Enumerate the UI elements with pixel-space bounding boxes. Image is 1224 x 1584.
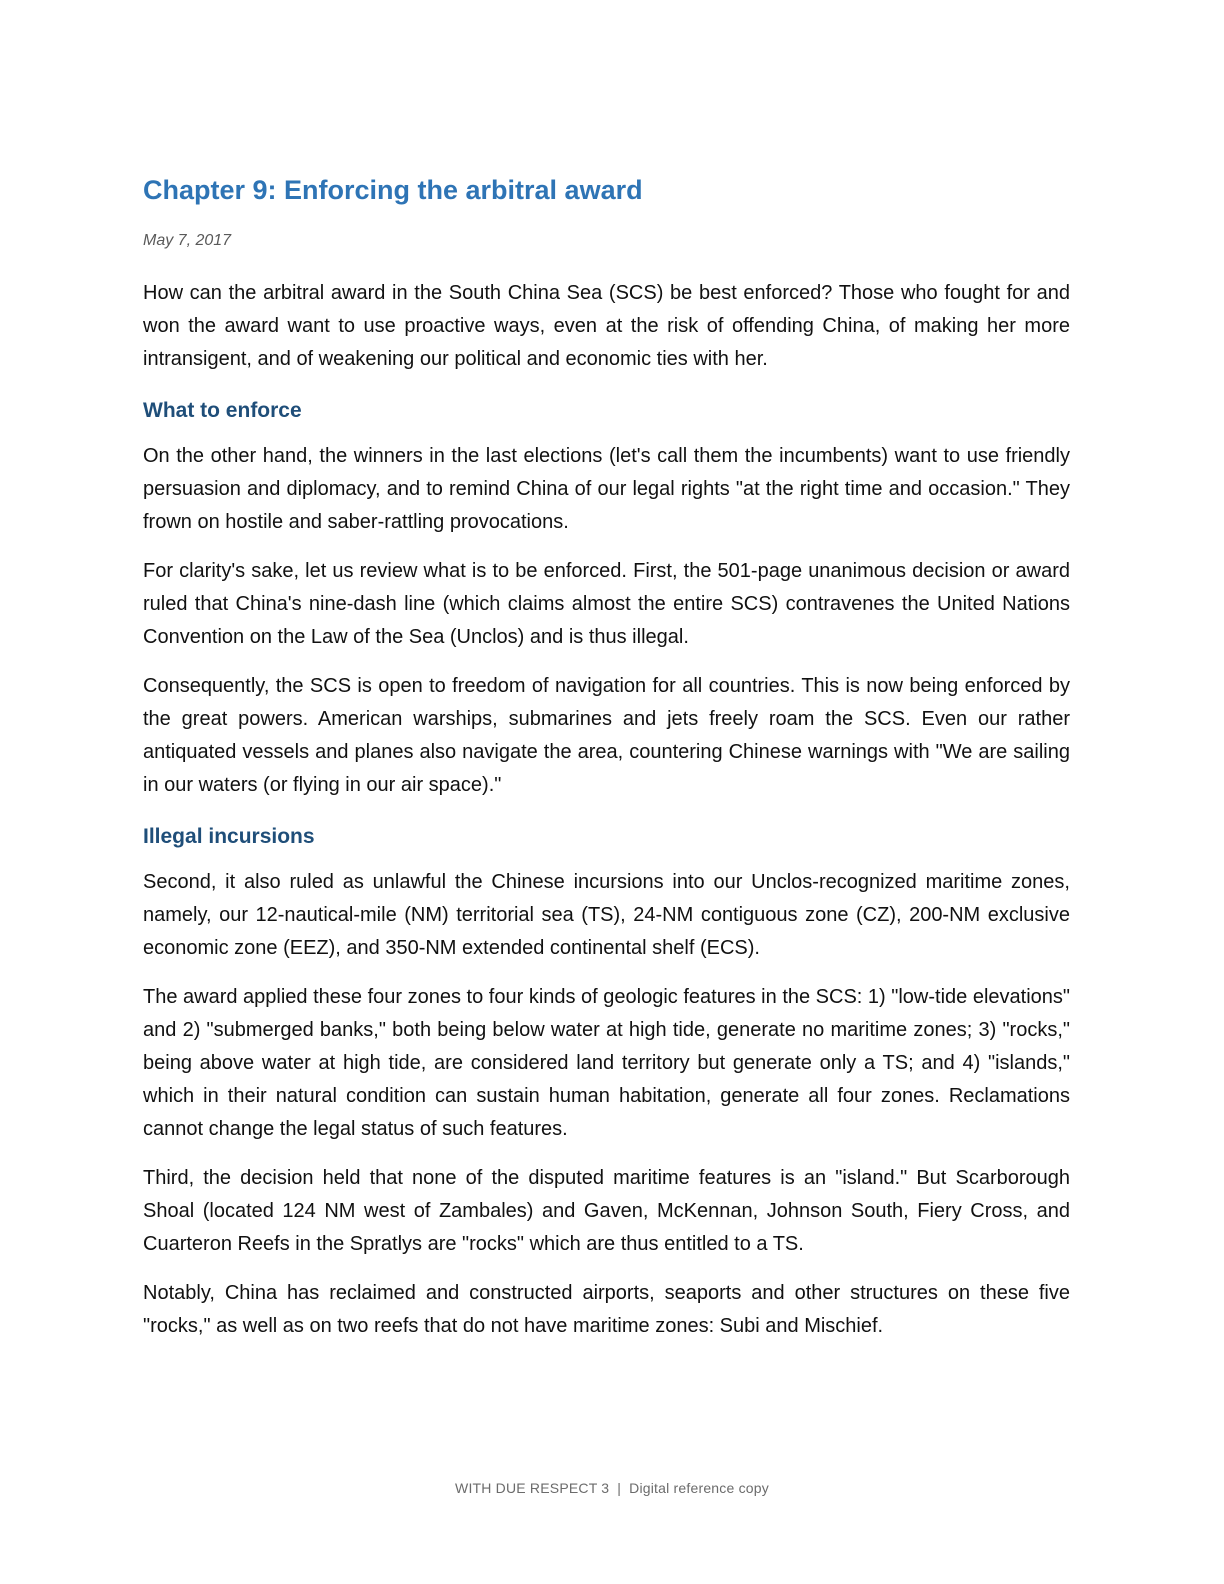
footer-note: Digital reference copy (629, 1480, 769, 1496)
publication-date: May 7, 2017 (143, 232, 232, 249)
body-paragraph: Notably, China has reclaimed and constructed airports, seaports and other structures on these five "rocks," as well as on two reefs that do not have maritime zones: Subi and Mischief. (143, 1282, 1070, 1337)
body-paragraph: On the other hand, the winners in the last elections (let's call them the incumbents) want to use friendly persuasion and diplomacy, and to remind China of our legal rights "at the right time and occasion." They frown on hostile and saber-rattling provocations. (143, 445, 1070, 533)
footer-book-title: WITH DUE RESPECT 3 (455, 1480, 610, 1496)
body-paragraph: Consequently, the SCS is open to freedom of navigation for all countries. This is now being enforced by the great powers. American warships, submarines and jets freely roam the SCS. Even our rather antiquated vessels and planes also navigate the area, countering Chinese warnings with "We are sailing in our waters (or flying in our air space)." (143, 675, 1070, 796)
body-paragraph: Second, it also ruled as unlawful the Chinese incursions into our Unclos-recognized maritime zones, namely, our 12-nautical-mile (NM) territorial sea (TS), 24-NM contiguous zone (CZ), 200-NM exclusive economic zone (EEZ), and 350-NM extended continental shelf (ECS). (143, 871, 1070, 959)
section-heading-illegal-incursions: Illegal incursions (143, 825, 315, 848)
intro-paragraph: How can the arbitral award in the South China Sea (SCS) be best enforced? Those who fought for and won the award want to use proactive ways, even at the risk of offending China, of making her more intransigent, and of weakening our political and economic ties with her. (143, 282, 1070, 370)
footer-separator: | (617, 1480, 622, 1496)
chapter-title: Chapter 9: Enforcing the arbitral award (143, 175, 643, 205)
body-paragraph: The award applied these four zones to four kinds of geologic features in the SCS: 1) "low-tide elevations" and 2) "submerged banks," both being below water at high tide, generate no maritime zones; 3) "rocks," being above water at high tide, are considered land territory but generate only a TS; and 4) "islands," which in their natural condition can sustain human habitation, generate all four zones. Reclamations cannot change the legal status of such features. (143, 986, 1070, 1140)
body-paragraph: Third, the decision held that none of the disputed maritime features is an "island." But Scarborough Shoal (located 124 NM west of Zambales) and Gaven, McKennan, Johnson South, Fiery Cross, and Cuarteron Reefs in the Spratlys are "rocks" which are thus entitled to a TS. (143, 1167, 1070, 1255)
section-heading-what-to-enforce: What to enforce (143, 399, 302, 422)
page-footer (0, 1478, 1224, 1498)
body-paragraph: For clarity's sake, let us review what is to be enforced. First, the 501-page unanimous decision or award ruled that China's nine-dash line (which claims almost the entire SCS) contravenes the United Nations Convention on the Law of the Sea (Unclos) and is thus illegal. (143, 560, 1070, 648)
article (143, 170, 1070, 1343)
